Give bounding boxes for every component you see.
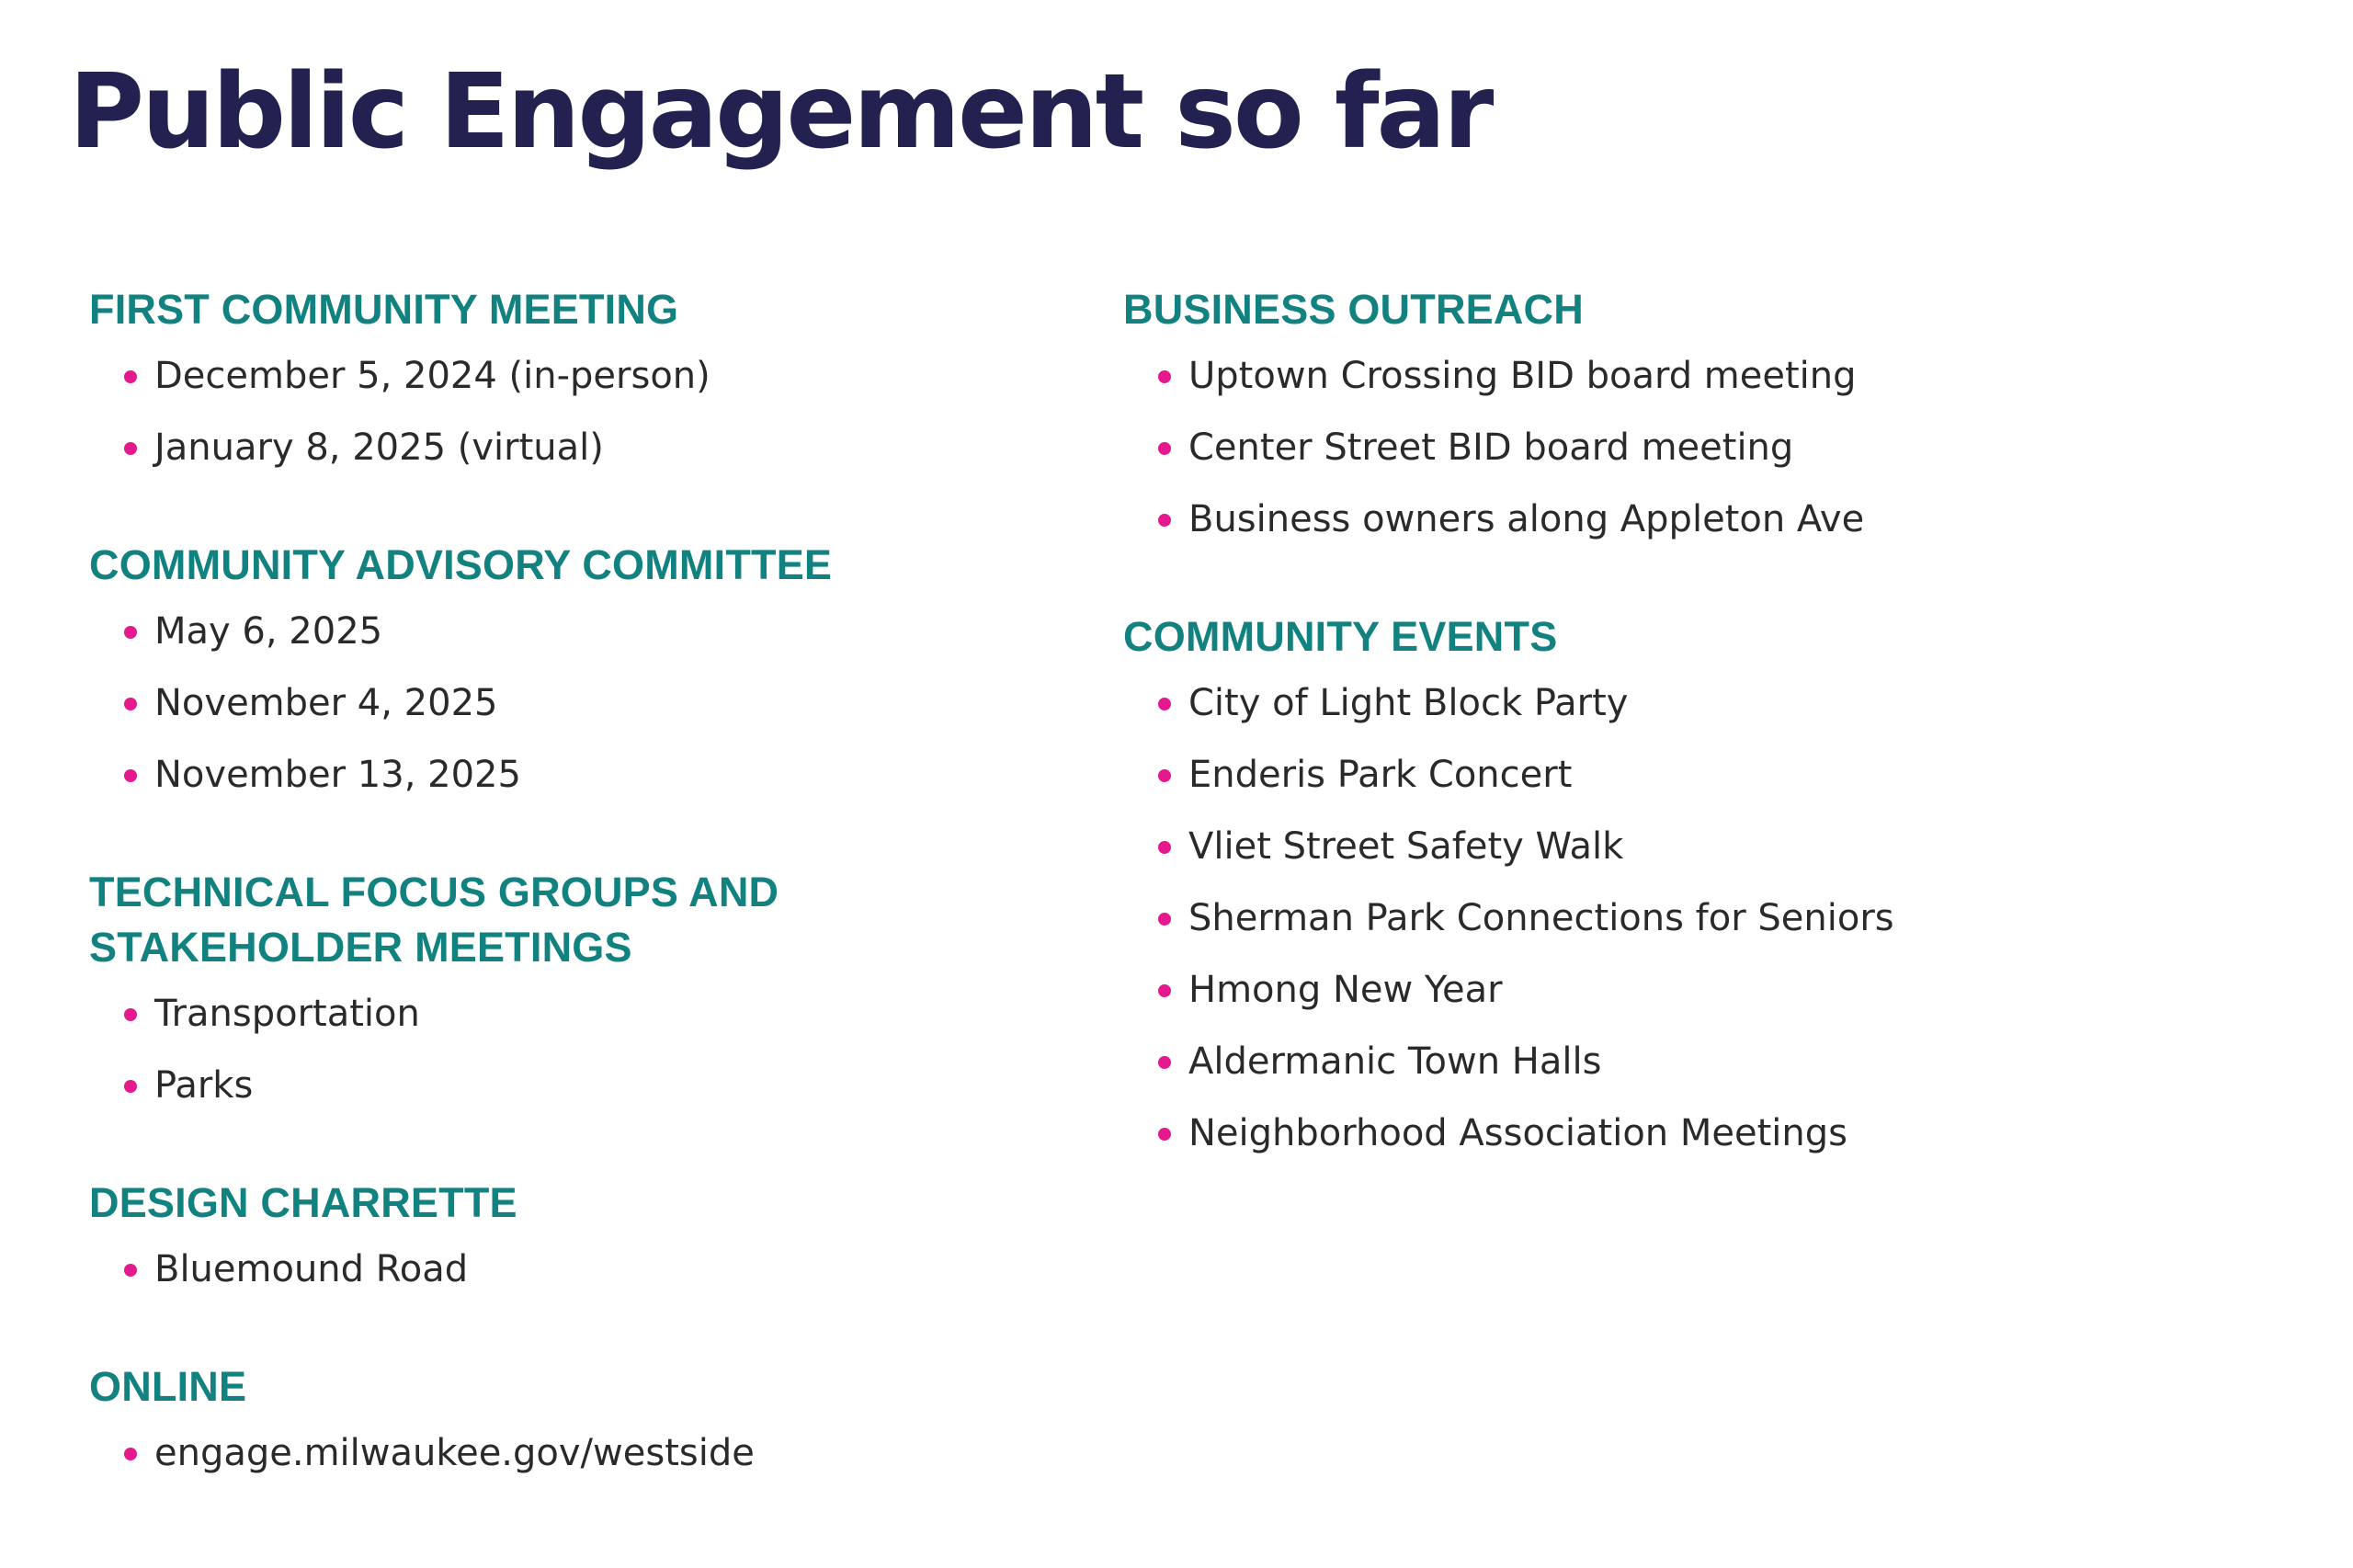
list-item	[1123, 954, 2226, 1026]
list-item-text: Hmong New Year	[1188, 969, 1503, 1011]
left-column	[89, 282, 1027, 1543]
bullet-dot-icon	[124, 370, 137, 383]
section-heading: ONLINE	[89, 1363, 247, 1410]
bullet-list	[1123, 340, 2226, 555]
list-item	[1123, 667, 2226, 739]
list-item-text: December 5, 2024 (in-person)	[154, 355, 710, 397]
bullet-list	[89, 1417, 1027, 1489]
list-item-text: Enderis Park Concert	[1188, 754, 1573, 796]
bullet-dot-icon	[1158, 1128, 1171, 1141]
bullet-dot-icon	[124, 1080, 137, 1093]
list-item	[1123, 483, 2226, 555]
section-technical-focus-groups	[89, 865, 1027, 1121]
list-item	[89, 739, 1027, 811]
list-item	[1123, 1026, 2226, 1097]
list-item-text: May 6, 2025	[154, 610, 383, 653]
section-heading: FIRST COMMUNITY MEETING	[89, 286, 679, 333]
bullet-dot-icon	[124, 698, 137, 710]
list-item	[89, 667, 1027, 739]
section-heading: COMMUNITY ADVISORY COMMITTEE	[89, 541, 833, 588]
list-item-text: Business owners along Appleton Ave	[1188, 498, 1865, 540]
list-item-text: November 13, 2025	[154, 754, 521, 796]
list-item-text: Sherman Park Connections for Seniors	[1188, 897, 1894, 939]
list-item-text: Transportation	[154, 993, 420, 1035]
bullet-dot-icon	[1158, 370, 1171, 383]
list-item	[1123, 882, 2226, 954]
list-item	[89, 596, 1027, 667]
section-heading: COMMUNITY EVENTS	[1123, 613, 1558, 660]
list-item	[89, 340, 1027, 412]
list-item	[1123, 811, 2226, 882]
list-item-text: Aldermanic Town Halls	[1188, 1040, 1602, 1083]
section-heading-line: TECHNICAL FOCUS GROUPS AND	[89, 869, 779, 915]
list-item-text: Neighborhood Association Meetings	[1188, 1112, 1847, 1154]
list-item-text: engage.milwaukee.gov/westside	[154, 1432, 755, 1474]
section-community-events	[1123, 609, 2226, 1169]
list-item-text: Uptown Crossing BID board meeting	[1188, 355, 1857, 397]
bullet-dot-icon	[1158, 442, 1171, 455]
bullet-list	[1123, 667, 2226, 1169]
bullet-dot-icon	[124, 1448, 137, 1460]
section-business-outreach	[1123, 282, 2226, 555]
list-item-text: November 4, 2025	[154, 682, 498, 724]
list-item-text: Vliet Street Safety Walk	[1188, 825, 1624, 868]
section-first-community-meeting	[89, 282, 1027, 483]
section-heading-line: STAKEHOLDER MEETINGS	[89, 924, 632, 971]
section-community-advisory-committee	[89, 538, 1027, 811]
bullet-dot-icon	[1158, 984, 1171, 997]
list-item	[89, 412, 1027, 483]
section-heading: DESIGN CHARRETTE	[89, 1179, 517, 1226]
list-item-text: City of Light Block Party	[1188, 682, 1629, 724]
list-item	[89, 1233, 1027, 1305]
bullet-dot-icon	[124, 769, 137, 782]
bullet-dot-icon	[124, 626, 137, 639]
list-item	[89, 978, 1027, 1050]
bullet-dot-icon	[1158, 698, 1171, 710]
list-item-text: Bluemound Road	[154, 1248, 469, 1290]
section-online	[89, 1359, 1027, 1489]
list-item	[89, 1050, 1027, 1121]
bullet-dot-icon	[124, 1264, 137, 1277]
list-item	[1123, 739, 2226, 811]
section-design-charrette	[89, 1176, 1027, 1305]
section-heading	[89, 865, 1027, 975]
bullet-list	[89, 978, 1027, 1121]
list-item	[1123, 340, 2226, 412]
list-item-text: Parks	[154, 1064, 254, 1107]
list-item	[89, 1417, 1027, 1489]
right-column	[1123, 282, 2226, 1223]
bullet-list	[89, 340, 1027, 483]
bullet-dot-icon	[124, 442, 137, 455]
list-item-text: January 8, 2025 (virtual)	[154, 426, 604, 469]
section-heading: BUSINESS OUTREACH	[1123, 286, 1584, 333]
list-item-text: Center Street BID board meeting	[1188, 426, 1794, 469]
bullet-list	[89, 596, 1027, 811]
list-item	[1123, 412, 2226, 483]
page-title: Public Engagement so far	[69, 52, 1492, 172]
bullet-dot-icon	[1158, 514, 1171, 527]
bullet-list	[89, 1233, 1027, 1305]
bullet-dot-icon	[1158, 841, 1171, 854]
list-item	[1123, 1097, 2226, 1169]
bullet-dot-icon	[124, 1008, 137, 1021]
bullet-dot-icon	[1158, 1056, 1171, 1069]
bullet-dot-icon	[1158, 769, 1171, 782]
bullet-dot-icon	[1158, 913, 1171, 926]
